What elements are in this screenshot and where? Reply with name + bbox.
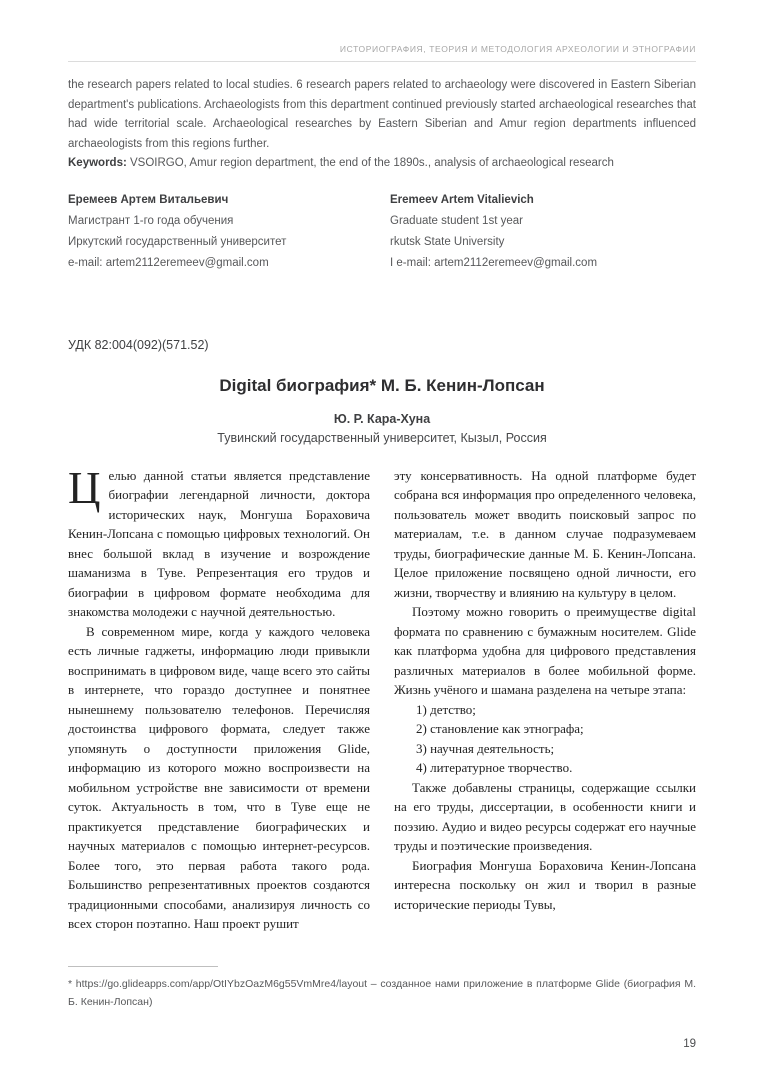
drop-cap: Ц — [68, 465, 101, 513]
author-email-ru: e-mail: artem2112eremeev@gmail.com — [68, 256, 269, 269]
keywords-label: Keywords: — [68, 157, 127, 169]
keywords-line — [68, 154, 696, 174]
author-university-ru: Иркутский государственный университет — [68, 235, 287, 248]
body-columns — [68, 466, 696, 958]
paragraph-lead-text: елью данной статьи является представление биографии легендарной личности, доктора исторических наук, Монгуша Бораховича Кенин-Лопсана с помощью цифровых технологий. Он внес большой вклад в изучение и возрождение шаманизма в Туве. Репрезентация его трудов и биографии в цифровом формате необходима для знакомства молодежи с научной деятельностью. — [68, 467, 370, 619]
page-content — [0, 44, 764, 958]
column-right — [394, 466, 696, 958]
author-name-en: Eremeev Artem Vitalievich — [390, 193, 534, 206]
abstract-text: the research papers related to local studies. 6 research papers related to archaeology were discovered in Eastern Siberian department's publications. Archaeologists from this department continued previously started archaeological researches that had wide territorial scale. Archaeological researches by Eastern Siberian and Amur region departments influenced archaeologists from this regions further. — [68, 79, 696, 150]
author-block — [68, 190, 696, 274]
list-item: 2) становление как этнографа; — [416, 721, 584, 736]
paragraph: Биография Монгуша Бораховича Кенин-Лопсана интересна поскольку он жил и творил в разные исторические периоды Тувы, — [394, 857, 696, 912]
author-degree-en: Graduate student 1st year — [390, 214, 523, 227]
running-head: ИСТОРИОГРАФИЯ, ТЕОРИЯ И МЕТОДОЛОГИЯ АРХЕОЛОГИИ И ЭТНОГРАФИИ — [339, 44, 696, 54]
article-title: Digital биография* М. Б. Кенин-Лопсан — [219, 375, 545, 395]
list-item: 4) литературное творчество. — [416, 760, 573, 775]
paragraph: Также добавлены страницы, содержащие ссылки на его труды, диссертации, в особенности книги и поэзию. Аудио и видео ресурсы содержат его научные труды и поэтические произведения. — [394, 779, 696, 853]
paragraph-lead — [68, 466, 370, 622]
author-email-en: I e-mail: artem2112eremeev@gmail.com — [390, 256, 598, 269]
keywords-value: VSOIRGO, Amur region department, the end of the 1890s., analysis of archaeological research — [126, 157, 614, 169]
author-name-ru: Еремеев Артем Витальевич — [68, 193, 229, 206]
article-affiliation: Тувинский государственный университет, Кызыл, Россия — [217, 430, 547, 445]
paragraph: эту консервативность. На одной платформе будет собрана вся информация про определенного человека, пользователь может вводить поисковый запрос по материалам, т.е. в данном случае подразумеваем труды, биографические данные М. Б. Кенин-Лопсана. Целое приложение посвящено одной личности, его жизни, творчеству и влиянию на культуру в целом. — [394, 467, 696, 600]
article-author: Ю. Р. Кара-Хуна — [333, 411, 431, 426]
column-left — [68, 466, 370, 958]
footnote — [68, 966, 696, 1011]
author-degree-ru: Магистрант 1-го года обучения — [68, 214, 234, 227]
author-info-en — [382, 190, 696, 274]
paragraph: Поэтому можно говорить о преимуществе digital формата по сравнению с бумажным носителем. Glide как платформа удобна для цифрового представления различных материалов в более мобильной форме. Жизнь учёного и шамана разделена на четыре этапа: — [394, 604, 696, 697]
footnote-text: * https://go.glideapps.com/app/OtIYbzOazM6g55VmMre4/layout – созданное нами приложение в платформе Glide (биография М. Б. Кенин-Лопсан) — [68, 978, 696, 1008]
header-divider — [68, 61, 696, 62]
author-university-en: rkutsk State University — [390, 235, 505, 248]
paragraph: В современном мире, когда у каждого человека есть личные гаджеты, информацию люди привыкли воспринимать в цифровом виде, чаще всего это сайты в интернете, что гораздо доступнее и понятнее нынешнему пользователю телефонов. Перечисляя достоинства цифрового формата, следует также упомянуть о доступности приложения Glide, информацию из которого можно воспроизвести на мобильном устройстве вне зависимости от времени суток. Актуальность в том, что в Туве еще не практикуется представление биографических и научных материалов с помощью интернет-ресурсов. Более того, это первая работа такого рода. Большинство репрезентативных проектов создаются традиционными способами, анализируя личность со всех сторон поэтапно. Наш проект рушит — [68, 623, 370, 931]
footnote-divider — [68, 966, 218, 967]
author-info-ru — [68, 190, 382, 274]
udc-code: УДК 82:004(092)(571.52) — [68, 337, 209, 352]
list-item: 1) детство; — [416, 701, 476, 717]
page-number: 19 — [683, 1038, 696, 1050]
list-item: 3) научная деятельность; — [416, 740, 555, 756]
